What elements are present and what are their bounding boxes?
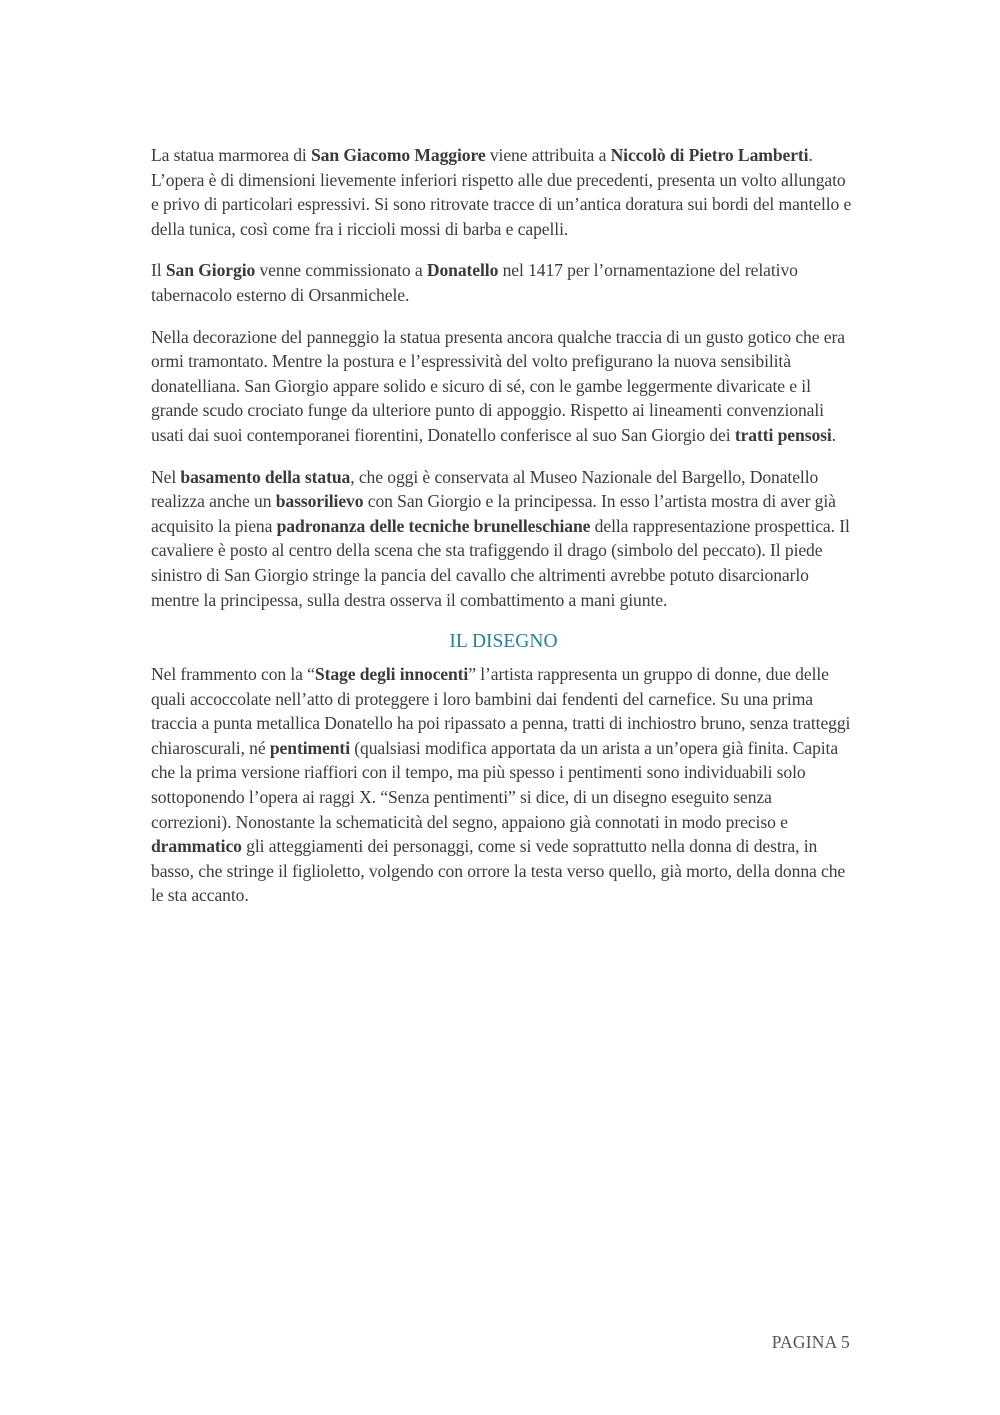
page-number: PAGINA 5 [771,1332,850,1352]
bold-phrase: bassorilievo [275,491,364,512]
section-heading: IL DISEGNO [449,631,558,653]
text-run: della rappresentazione prospettica. Il cavaliere è posto al centro della scena che sta trafiggendo il drago (simbolo del peccato). Il piede sinistro di San Giorgio stringe la pancia del cavallo che altrimenti avrebbe potuto disarcionarlo mentre la principessa, sulla destra osserva il combattimento a mani giunte. [151,515,850,610]
bold-phrase: Donatello [426,260,499,281]
bold-phrase: tratti pensosi [734,424,832,445]
text-run: , che oggi è conservata al Museo Nazionale del Bargello, Donatello realizza anche un [151,466,819,512]
text-run: ” l’artista rappresenta un gruppo di donne, due delle quali accoccolate nell’atto di proteggere i loro bambini dai fendenti del carnefice. Su una prima traccia a punta metallica Donatello ha poi ripassato a penna, tratti di inchiostro bruno, senza tratteggi chiaroscurali, né [151,664,851,758]
bold-phrase: pentimenti [269,737,350,758]
text-run: Nel [151,466,181,487]
text-run: Nel frammento con la “ [151,664,315,685]
paragraph-san-giacomo [151,143,856,241]
text-run: . [831,424,836,445]
text-run: viene attribuita a [485,145,611,165]
text-run: Nella decorazione del panneggio la statua presenta ancora qualche traccia di un gusto gotico che era ormi tramontato. Mentre la postura e l’espressività del volto prefigurano la nuova sensibilità donatelliana. San Giorgio appare solido e sicuro di sé, con le gambe leggermente divaricate e il grande scudo crociato funge da ulteriore punto di appoggio. Rispetto ai lineamenti convenzionali usati dai suoi contemporanei fiorentini, Donatello conferisce al suo San Giorgio dei [151,326,845,445]
paragraph-panneggio [151,325,856,448]
text-run: Il [151,260,166,281]
paragraph-san-giorgio [151,258,856,307]
bold-phrase: drammatico [151,836,242,857]
text-run: (qualsiasi modifica apportata da un arista a un’opera già finita. Capita che la prima versione riaffiori con il tempo, ma più spesso i pentimenti sono individuabili solo sottoponendo l’opera ai raggi X. “Senza pentimenti” si dice, di un disegno eseguito senza correzioni). Nonostante la schematicità del segno, appaiono già connotati in modo preciso e [151,737,839,832]
bold-phrase: basamento della statua [180,466,351,487]
bold-phrase: San Giorgio [165,260,256,281]
document-page [151,143,856,925]
paragraph-disegno [151,662,856,908]
bold-phrase: Stage degli innocenti [314,664,469,685]
paragraph-basamento [151,465,856,613]
bold-phrase: Niccolò di Pietro Lamberti [610,145,809,165]
text-run: . L’opera è di dimensioni lievemente inferiori rispetto alle due precedenti, presenta un volto allungato e privo di particolari espressivi. Si sono ritrovate tracce di un’antica doratura sui bordi del mantello e della tunica, così come fra i riccioli mossi di barba e capelli. [151,145,852,239]
bold-phrase: San Giacomo Maggiore [310,145,486,165]
text-run: con San Giorgio e la principessa. In esso l’artista mostra di aver già acquisito la piena [151,491,836,536]
bold-phrase: padronanza delle tecniche brunelleschiane [276,515,591,536]
text-run: gli atteggiamenti dei personaggi, come si vede soprattutto nella donna di destra, in basso, che stringe il figlioletto, volgendo con orrore la testa verso quello, già morto, della donna che le sta accanto. [151,836,846,906]
text-run: La statua marmorea di [151,145,311,165]
text-run: nel 1417 per l’ornamentazione del relativo tabernacolo esterno di Orsanmichele. [151,260,798,305]
text-run: venne commissionato a [255,260,427,281]
